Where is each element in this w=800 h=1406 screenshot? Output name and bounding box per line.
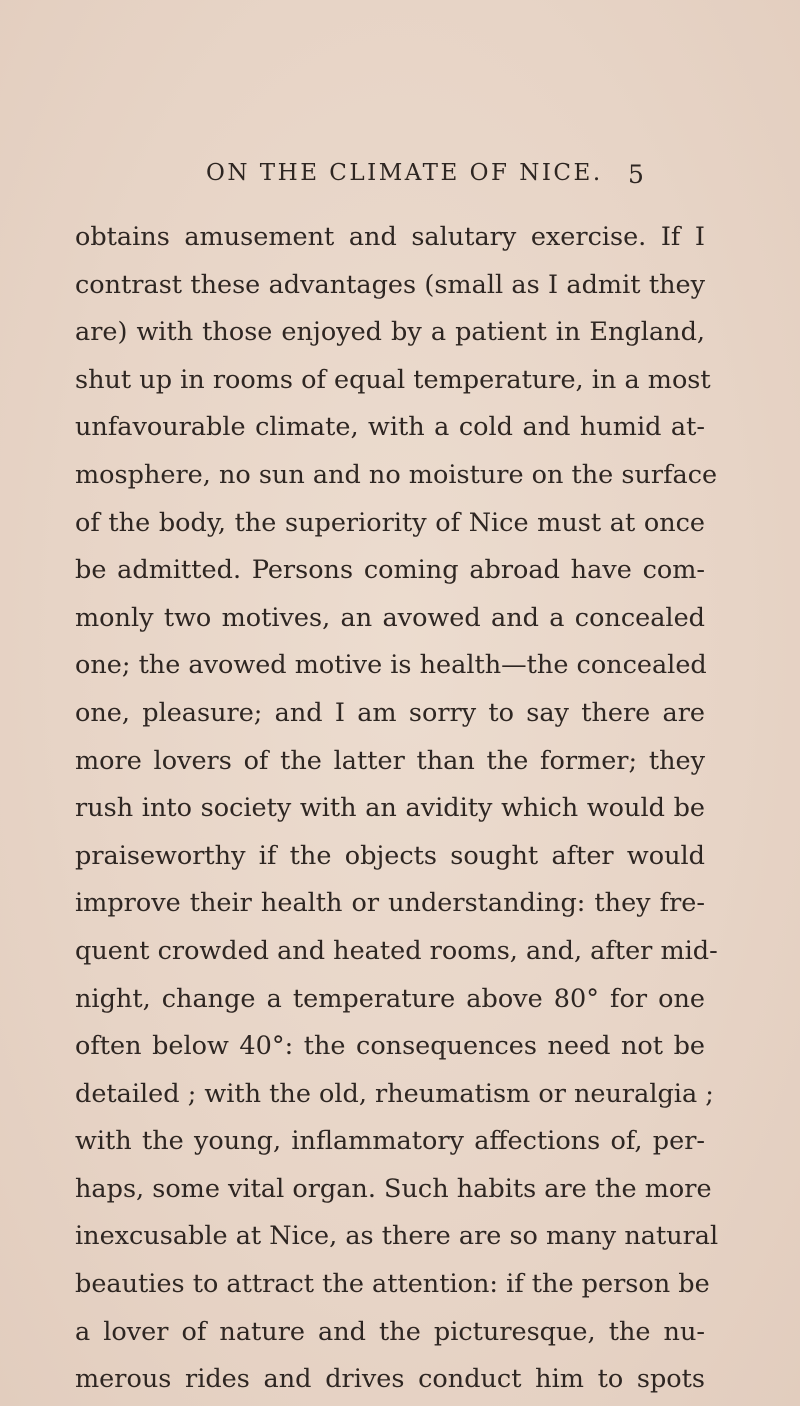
- text-line: contrast these advantages (small as I admit they: [75, 269, 705, 300]
- text-line: beauties to attract the attention: if the person be: [75, 1269, 710, 1300]
- text-line: be admitted. Persons coming abroad have com-: [75, 555, 705, 586]
- text-line: with the young, inflammatory affections of, per-: [75, 1126, 705, 1157]
- text-line: a lover of nature and the picturesque, the nu-: [75, 1316, 705, 1347]
- text-line: one; the avowed motive is health—the concealed: [75, 650, 707, 681]
- text-line: of the body, the superiority of Nice must at once: [75, 507, 705, 538]
- text-line: shut up in rooms of equal temperature, in a most: [75, 364, 711, 395]
- text-line: one, pleasure; and I am sorry to say there are: [75, 697, 705, 728]
- text-line: detailed ; with the old, rheumatism or neuralgia ;: [75, 1078, 714, 1109]
- text-line: unfavourable climate, with a cold and humid at-: [75, 412, 705, 443]
- text-line: praiseworthy if the objects sought after would: [75, 840, 705, 871]
- text-line: are) with those enjoyed by a patient in England,: [75, 317, 705, 348]
- text-line: monly two motives, an avowed and a concealed: [75, 602, 705, 633]
- text-line: rush into society with an avidity which would be: [75, 793, 705, 824]
- page-header: [0, 160, 800, 200]
- text-line: quent crowded and heated rooms, and, after mid-: [75, 935, 718, 966]
- text-line: inexcusable at Nice, as there are so many natural: [75, 1221, 719, 1252]
- text-line: improve their health or understanding: they fre-: [75, 888, 705, 919]
- page-number: 5: [628, 160, 644, 189]
- text-line: merous rides and drives conduct him to spots: [75, 1364, 705, 1395]
- text-line: mosphere, no sun and no moisture on the surface: [75, 459, 718, 490]
- text-line: obtains amusement and salutary exercise. If I: [75, 222, 705, 252]
- text-line: haps, some vital organ. Such habits are the more: [75, 1173, 712, 1204]
- running-title: ON THE CLIMATE OF NICE.: [206, 160, 603, 186]
- text-line: night, change a temperature above 80° for one: [75, 983, 705, 1014]
- text-line: often below 40°: the consequences need not be: [75, 1031, 705, 1062]
- body-text: [75, 214, 719, 1404]
- text-line: more lovers of the latter than the former; they: [75, 745, 705, 776]
